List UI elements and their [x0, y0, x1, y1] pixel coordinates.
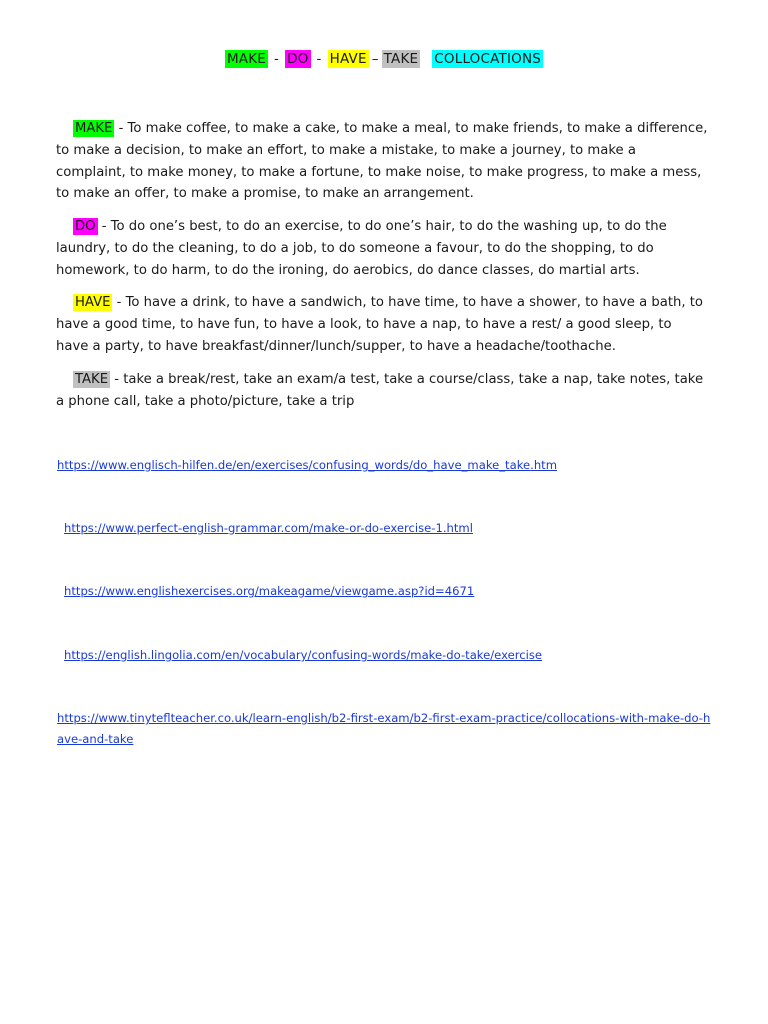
make-label: MAKE [75, 121, 113, 136]
exercise-link-perfect-english-grammar[interactable]: https://www.perfect-english-grammar.com/make-or-do-exercise-1.html [64, 521, 473, 535]
exercise-link-englisch-hilfen[interactable]: https://www.englisch-hilfen.de/en/exercises/confusing_words/do_have_make_take.htm [57, 458, 558, 472]
have-text: - To have a drink, to have a sandwich, to have time, to have a shower, to have a bath, to have a good time, to have fun, to have a look, to have a nap, to have a rest/ a good sleep, to have a party, to have breakfast/dinner/lunch/supper, to have a headache/toothache. [56, 295, 703, 354]
make-section [56, 118, 708, 205]
take-section [56, 369, 708, 413]
do-label: DO [75, 219, 96, 234]
title-collocations: COLLOCATIONS [434, 51, 542, 67]
exercise-link-tinyteflteacher[interactable]: https://www.tinyteflteacher.co.uk/learn-english/b2-first-exam/b2-first-exam-practice/collocations-with-make-do-have-and-take [57, 711, 711, 746]
title-take: TAKE [383, 51, 419, 67]
exercise-link-englishexercises[interactable]: https://www.englishexercises.org/makeagame/viewgame.asp?id=4671 [64, 584, 475, 598]
title-do: DO [287, 51, 309, 67]
exercise-link-lingolia[interactable]: https://english.lingolia.com/en/vocabulary/confusing-words/make-do-take/exercise [64, 648, 542, 662]
make-text: - To make coffee, to make a cake, to make a meal, to make friends, to make a difference, to make a decision, to make an effort, to make a mistake, to make a journey, to make a complaint, to make money, to make a fortune, to make noise, to make progress, to make a mess, to make an offer, to make a promise, to make an arrangement. [56, 121, 708, 202]
take-label: TAKE [75, 372, 109, 387]
do-section [56, 216, 708, 281]
have-label: HAVE [75, 295, 111, 310]
do-text: - To do one’s best, to do an exercise, to do one’s hair, to do the washing up, to do the laundry, to do the cleaning, to do a job, to do someone a favour, to do the shopping, to do homework, to do harm, to do the ironing, do aerobics, do dance classes, do martial arts. [56, 219, 667, 278]
title-separator: - [274, 51, 280, 67]
title-have: HAVE [329, 51, 367, 67]
title-separator: – [371, 51, 379, 67]
title-make: MAKE [226, 51, 267, 67]
document-title [0, 51, 768, 67]
take-text: - take a break/rest, take an exam/a test, take a course/class, take a nap, take notes, take a phone call, take a photo/picture, take a trip [56, 372, 704, 409]
have-section [56, 292, 708, 357]
title-separator: - [316, 51, 322, 67]
